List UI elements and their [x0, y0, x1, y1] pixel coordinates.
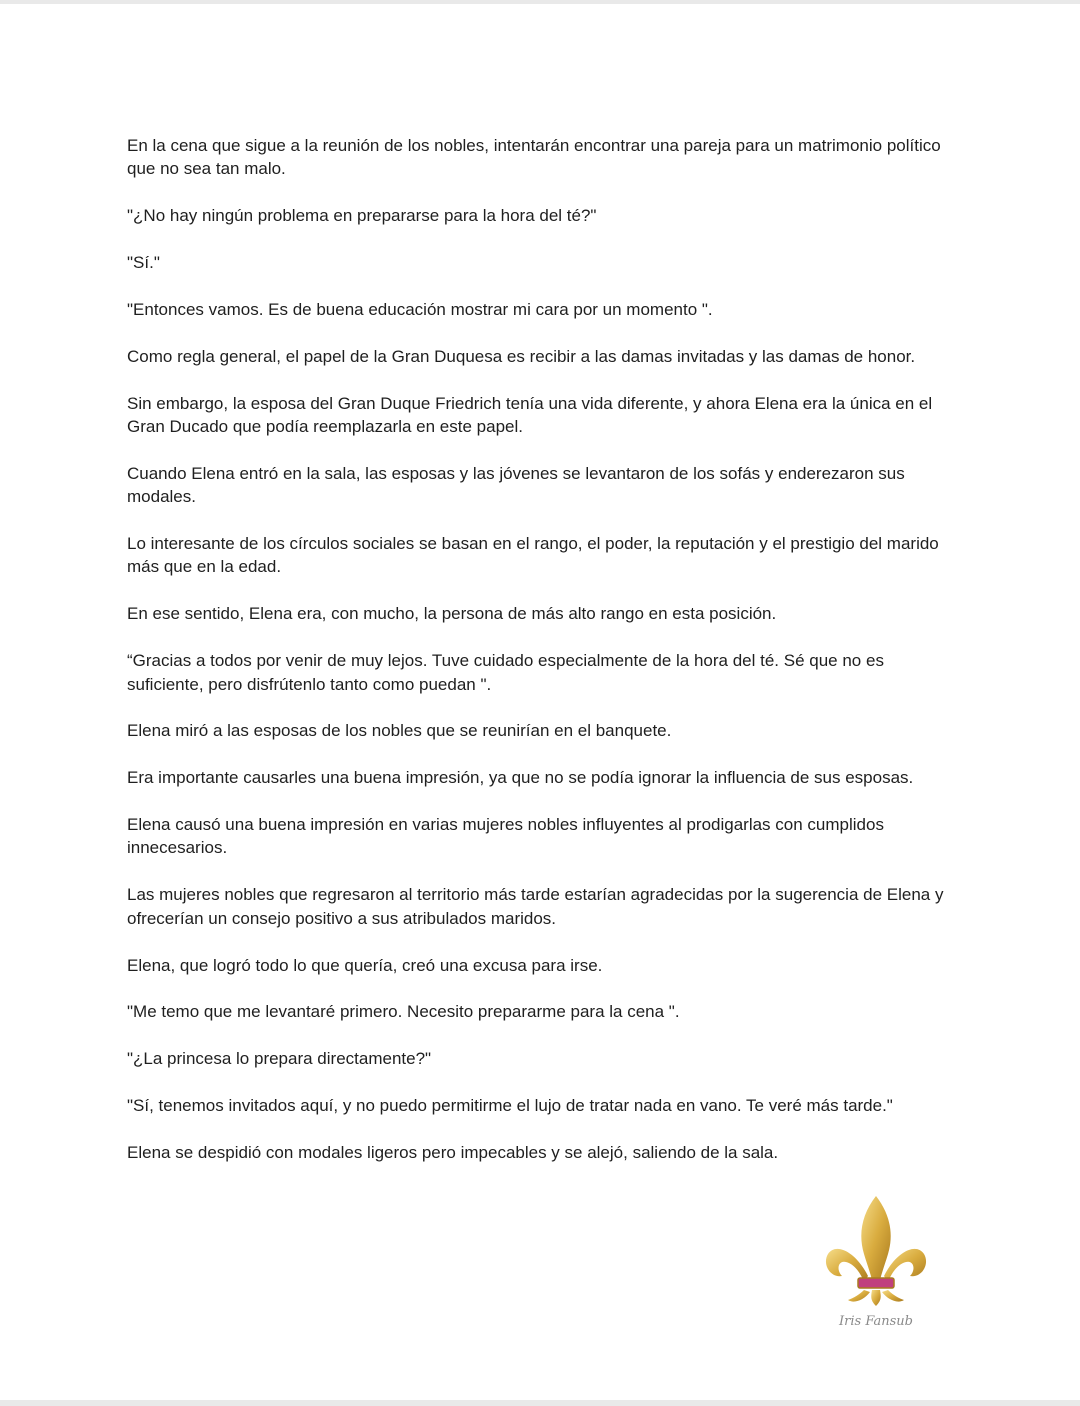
paragraph: En ese sentido, Elena era, con mucho, la persona de más alto rango en esta posición. [127, 604, 777, 624]
watermark-signature: Iris Fansub [839, 1314, 913, 1329]
paragraph: Lo interesante de los círculos sociales se basan en el rango, el poder, la reputación y el prestigio del marido más que en la edad. [127, 534, 939, 577]
paragraph: "Sí." [127, 253, 160, 273]
paragraph: Sin embargo, la esposa del Gran Duque Friedrich tenía una vida diferente, y ahora Elena era la única en el Gran Ducado que podía reemplazarla en este papel. [127, 393, 933, 437]
paragraph: "Me temo que me levantaré primero. Necesito prepararme para la cena ". [127, 1002, 680, 1022]
paragraph: "¿No hay ningún problema en prepararse para la hora del té?" [127, 206, 597, 226]
document-page [0, 4, 1080, 1400]
paragraph: "¿La princesa lo prepara directamente?" [127, 1049, 432, 1069]
paragraph: Las mujeres nobles que regresaron al territorio más tarde estarían agradecidas por la sugerencia de Elena y ofrecerían un consejo positivo a sus atribulados maridos. [127, 885, 944, 928]
fleur-de-lis-shape [826, 1196, 926, 1306]
paragraph: Elena miró a las esposas de los nobles que se reunirían en el banquete. [127, 721, 672, 741]
paragraph: Elena se despidió con modales ligeros pero impecables y se alejó, saliendo de la sala. [127, 1143, 779, 1163]
paragraph: Como regla general, el papel de la Gran Duquesa es recibir a las damas invitadas y las damas de honor. [127, 346, 916, 366]
paragraph: Era importante causarles una buena impresión, ya que no se podía ignorar la influencia de sus esposas. [127, 768, 914, 788]
fleur-de-lis-icon [818, 1192, 934, 1332]
paragraph: Elena, que logró todo lo que quería, creó una excusa para irse. [127, 955, 603, 975]
paragraph: En la cena que sigue a la reunión de los nobles, intentarán encontrar una pareja para un matrimonio político que no sea tan malo. [127, 136, 941, 179]
fleur-band [858, 1278, 894, 1288]
paragraph: Cuando Elena entró en la sala, las esposas y las jóvenes se levantaron de los sofás y enderezaron sus modales. [127, 463, 905, 507]
paragraph: "Entonces vamos. Es de buena educación mostrar mi cara por un momento ". [127, 299, 713, 319]
paragraph: Elena causó una buena impresión en varias mujeres nobles influyentes al prodigarlas con cumplidos innecesarios. [127, 815, 884, 858]
document-body [127, 134, 957, 1188]
paragraph: “Gracias a todos por venir de muy lejos. Tuve cuidado especialmente de la hora del té. Sé que no es suficiente, pero disfrútenlo tanto como puedan ". [127, 651, 884, 694]
paragraph: "Sí, tenemos invitados aquí, y no puedo permitirme el lujo de tratar nada en vano. Te veré más tarde." [127, 1096, 893, 1116]
